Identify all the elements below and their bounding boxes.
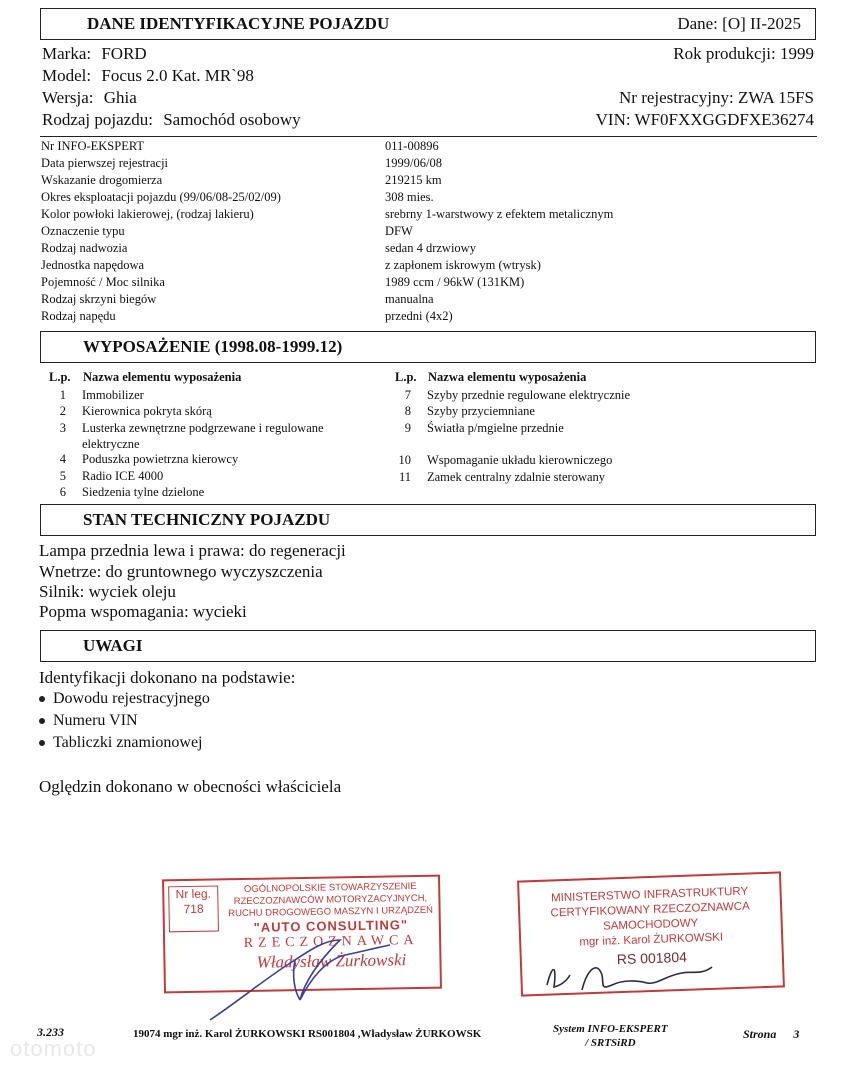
type-value: Samochód osobowy (163, 110, 301, 129)
detail-row (41, 241, 821, 258)
item-number: 5 (59, 469, 66, 483)
detail-value: manualna (385, 292, 434, 306)
item-number: 4 (59, 452, 66, 466)
list-item: Numeru VIN (39, 712, 138, 730)
detail-row (41, 207, 821, 224)
detail-key: Rodzaj skrzyni biegów (41, 292, 157, 306)
item-text: Lusterka zewnętrzne podgrzewane i regulowane elektryczne (82, 421, 324, 451)
bullet-icon (39, 696, 45, 702)
footer-page (743, 1027, 799, 1042)
item-number: 2 (59, 404, 66, 418)
detail-row (41, 190, 821, 207)
detail-key: Kolor powłoki lakierowej, (rodzaj lakieru) (41, 207, 254, 221)
item-text: Zamek centralny zdalnie sterowany (427, 470, 606, 484)
item-text: Immobilizer (82, 388, 144, 402)
page-label: Strona (743, 1027, 777, 1041)
detail-key: Okres eksploatacji pojazdu (99/06/08-25/02/09) (41, 190, 281, 204)
detail-row (41, 275, 821, 292)
detail-row (41, 258, 821, 275)
version-value: Ghia (103, 88, 137, 107)
detail-row (41, 156, 821, 173)
detail-row (41, 309, 821, 326)
detail-row (41, 173, 821, 190)
equipment-header-box (40, 331, 816, 363)
detail-key: Jednostka napędowa (41, 258, 145, 272)
detail-value: 308 mies. (385, 190, 434, 204)
item-text: Szyby przednie regulowane elektrycznie (427, 388, 631, 402)
equipment-col-name-left: Nazwa elementu wyposażenia (83, 370, 242, 384)
detail-row (41, 292, 821, 309)
detail-row (41, 139, 821, 156)
notes-intro: Identyfikacji dokonano na podstawie: (39, 668, 296, 687)
divider (40, 136, 817, 137)
item-text: Szyby przyciemniane (427, 404, 535, 418)
item-number: 6 (59, 485, 66, 499)
item-text: Siedzenia tylne dzielone (82, 485, 205, 499)
signature-right (542, 955, 742, 1000)
detail-row (41, 224, 821, 241)
model-label: Model: (42, 66, 92, 85)
item-number: 11 (398, 470, 411, 484)
technical-line: Wnetrze: do gruntownego wyczyszczenia (39, 562, 323, 581)
detail-key: Wskazanie drogomierza (41, 173, 163, 187)
header-title: DANE IDENTYFIKACYJNE POJAZDU (87, 14, 390, 33)
detail-value: 1999/06/08 (385, 156, 442, 170)
detail-value: 1989 ccm / 96kW (131KM) (385, 275, 525, 289)
stamp-reg-label: Nr leg. (175, 886, 212, 902)
detail-value: 011-00896 (385, 139, 439, 153)
model-row (42, 66, 254, 86)
detail-key: Rodzaj napędu (41, 309, 116, 323)
detail-value: z zapłonem iskrowym (wtrysk) (385, 258, 541, 272)
signature-left (200, 920, 410, 1030)
page-number: 3 (793, 1027, 800, 1041)
item-number: 8 (404, 404, 411, 418)
header-date: Dane: [O] II-2025 (677, 14, 801, 33)
technical-line: Lampa przednia lewa i prawa: do regeneracji (39, 541, 346, 560)
type-label: Rodzaj pojazdu: (42, 110, 153, 129)
item-text: Wspomaganie układu kierowniczego (427, 453, 613, 467)
item-number: 9 (404, 421, 411, 435)
detail-key: Nr INFO-EKSPERT (41, 139, 145, 153)
item-number: 3 (59, 421, 66, 435)
watermark: otomoto (10, 1036, 97, 1061)
make-value: FORD (101, 44, 147, 63)
equipment-col-name-right: Nazwa elementu wyposażenia (428, 370, 587, 384)
item-number: 7 (404, 388, 411, 402)
detail-value: DFW (385, 224, 413, 238)
model-value: Focus 2.0 Kat. MR`98 (101, 66, 254, 85)
vin-number: VIN: WF0FXXGGDFXE36274 (595, 110, 814, 129)
detail-value: przedni (4x2) (385, 309, 453, 323)
equipment-title: WYPOSAŻENIE (1998.08-1999.12) (83, 337, 343, 356)
item-text: Poduszka powietrzna kierowcy (82, 452, 239, 466)
notes-title: UWAGI (83, 636, 143, 655)
inspection-note: Oględzin dokonano w obecności właściciela (39, 777, 342, 796)
bullet-icon (39, 718, 45, 724)
detail-key: Rodzaj nadwozia (41, 241, 128, 255)
equipment-col-lp-right: L.p. (395, 370, 417, 384)
technical-title: STAN TECHNICZNY POJAZDU (83, 510, 331, 529)
equipment-col-lp-left: L.p. (49, 370, 71, 384)
type-row (42, 110, 301, 130)
header-box (40, 8, 816, 40)
stamp-reg-number: 718 (183, 901, 204, 917)
make-row (42, 44, 147, 64)
detail-key: Data pierwszej rejestracji (41, 156, 169, 170)
item-text: Radio ICE 4000 (82, 469, 164, 483)
item-number: 1 (59, 388, 66, 402)
list-item: Tabliczki znamionowej (39, 734, 203, 752)
item-number: 10 (398, 453, 411, 467)
production-year: Rok produkcji: 1999 (673, 44, 814, 63)
detail-value: 219215 km (385, 173, 442, 187)
technical-header-box (40, 504, 816, 536)
detail-key: Oznaczenie typu (41, 224, 125, 238)
bullet-icon (39, 740, 45, 746)
footer-system: System INFO-EKSPERT / SRTSiRD (553, 1023, 668, 1049)
footer-version: 3.233 (37, 1025, 64, 1039)
version-label: Wersja: (42, 88, 94, 107)
technical-line: Silnik: wyciek oleju (39, 582, 176, 601)
footer-experts: 19074 mgr inż. Karol ŻURKOWSKI RS001804 ,Władysław ŻURKOWSK (133, 1028, 482, 1040)
technical-line: Popma wspomagania: wycieki (39, 602, 247, 621)
list-item: Dowodu rejestracyjnego (39, 690, 210, 708)
stamp-text: OGÓLNOPOLSKIE STOWARZYSZENIE RZECZOZNAWCÓW MOTORYZACYJNYCH, RUCHU DROGOWEGO MASZYN I URZĄDZEŃ "AUTO CONSULTING" RZECZOZNAWCA Władysław Żurkowski (228, 880, 434, 972)
item-text: Kierownica pokryta skórą (82, 404, 212, 418)
registration-number: Nr rejestracyjny: ZWA 15FS (619, 88, 814, 107)
detail-value: srebrny 1-warstwowy z efektem metalicznym (385, 207, 614, 221)
version-row (42, 88, 137, 108)
item-text: Światła p/mgielne przednie (427, 421, 564, 435)
detail-value: sedan 4 drzwiowy (385, 241, 476, 255)
make-label: Marka: (42, 44, 92, 63)
stamp-text: MINISTERSTWO INFRASTRUKTURY CERTYFIKOWANY RZECZOZNAWCA SAMOCHODOWY mgr inż. Karol ŻURKOWSKI RS 001804 (550, 885, 750, 968)
notes-header-box (40, 630, 816, 662)
detail-key: Pojemność / Moc silnika (41, 275, 165, 289)
